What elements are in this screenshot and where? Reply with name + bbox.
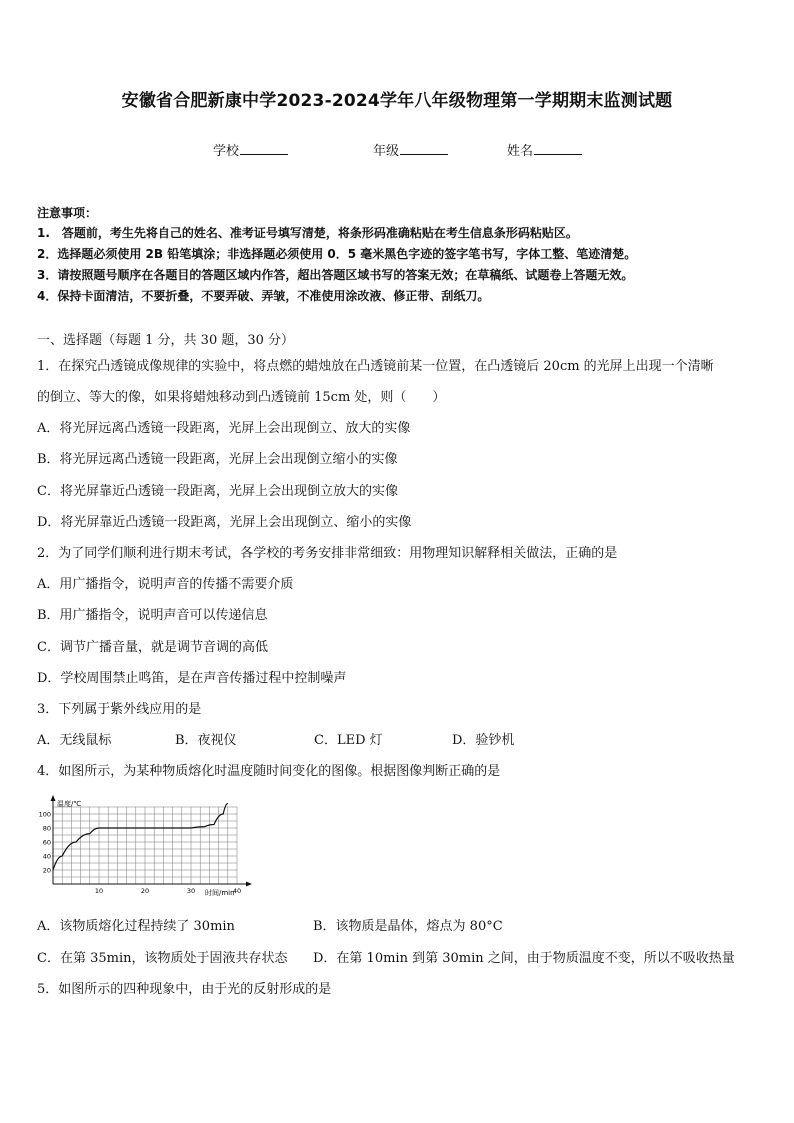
name-field[interactable]	[507, 140, 582, 159]
q1-option-c: C．将光屏靠近凸透镜一段距离，光屏上会出现倒立放大的实像	[37, 484, 398, 499]
q2-option-c: C．调节广播音量，就是调节音调的高低	[37, 640, 268, 655]
q2-option-b: B．用广播指令，说明声音可以传递信息	[37, 608, 268, 623]
notice-heading: 注意事项：	[37, 206, 98, 220]
q4-option-a: A．该物质熔化过程持续了 30min	[37, 919, 235, 934]
q1-option-b: B．将光屏远离凸透镜一段距离，光屏上会出现倒立缩小的实像	[37, 452, 398, 467]
y-tick-label: 20	[42, 866, 51, 875]
school-blank[interactable]	[240, 141, 288, 155]
q2-stem: 2．为了同学们顺利进行期末考试，各学校的考务安排非常细致：用物理知识解释相关做法，正确的是	[37, 546, 618, 561]
grade-label: 年级	[373, 144, 400, 159]
notice-item-4: 4．保持卡面清洁，不要折叠，不要弄破、弄皱，不准使用涂改液、修正带、刮纸刀。	[37, 289, 490, 303]
q1-stem-line1: 1．在探究凸透镜成像规律的实验中，将点燃的蜡烛放在凸透镜前某一位置，在凸透镜后 20cm 的光屏上出现一个清晰	[37, 359, 714, 374]
x-axis-arrow	[246, 882, 252, 887]
name-blank[interactable]	[534, 141, 582, 155]
y-tick-label: 80	[42, 824, 51, 833]
section-heading: 一、选择题（每题 1 分，共 30 题，30 分）	[37, 333, 295, 348]
melting-chart-svg	[37, 792, 252, 900]
y-tick-label: 100	[38, 810, 51, 819]
q3-option-d: D．验钞机	[452, 733, 515, 748]
x-tick-label: 40	[232, 887, 242, 895]
q3-option-a: A．无线鼠标	[37, 733, 112, 748]
grade-field[interactable]	[373, 140, 448, 159]
q4-stem: 4．如图所示，为某种物质熔化时温度随时间变化的图像。根据图像判断正确的是	[37, 764, 501, 779]
q3-stem: 3．下列属于紫外线应用的是	[37, 702, 202, 717]
notice-item-2: 2．选择题必须使用 2B 铅笔填涂；非选择题必须使用 0．5 毫米黑色字迹的签字笔书写，字体工整、笔迹清楚。	[37, 247, 637, 261]
chart-xlabel: 时间/min	[205, 889, 235, 897]
notice-item-3: 3．请按照题号顺序在各题目的答题区域内作答，超出答题区域书写的答案无效；在草稿纸、试题卷上答题无效。	[37, 268, 634, 282]
name-label: 姓名	[507, 144, 534, 159]
q5-stem: 5．如图所示的四种现象中，由于光的反射形成的是	[37, 982, 332, 997]
y-axis-arrow	[51, 795, 56, 801]
q1-option-a: A．将光屏远离凸透镜一段距离，光屏上会出现倒立、放大的实像	[37, 421, 411, 436]
x-tick-label: 10	[94, 887, 104, 895]
grade-blank[interactable]	[400, 141, 448, 155]
y-tick-label: 60	[42, 838, 51, 847]
q3-option-b: B．夜视仪	[175, 733, 237, 748]
q2-option-d: D．学校周围禁止鸣笛，是在声音传播过程中控制噪声	[37, 671, 347, 686]
q4-option-c: C．在第 35min，该物质处于固液共存状态	[37, 951, 288, 966]
temperature-curve	[53, 804, 228, 871]
page-title: 安徽省合肥新康中学2023-2024学年八年级物理第一学期期末监测试题	[121, 91, 673, 111]
q2-option-a: A．用广播指令，说明声音的传播不需要介质	[37, 577, 294, 592]
q3-option-c: C．LED 灯	[314, 733, 383, 748]
melting-chart	[37, 792, 252, 900]
notice-item-1: 1. 答题前，考生先将自己的姓名、准考证号填写清楚，将条形码准确粘贴在考生信息条形码粘贴区。	[37, 226, 578, 240]
school-field[interactable]	[213, 140, 288, 159]
q1-stem-line2: 的倒立、等大的像，如果将蜡烛移动到凸透镜前 15cm 处，则（ ）	[37, 390, 446, 405]
y-tick-label: 40	[42, 852, 51, 861]
school-label: 学校	[213, 144, 240, 159]
x-tick-label: 30	[186, 887, 196, 895]
x-tick-label: 20	[140, 887, 150, 895]
q1-option-d: D．将光屏靠近凸透镜一段距离，光屏上会出现倒立、缩小的实像	[37, 515, 412, 530]
chart-ylabel: 温度/℃	[57, 800, 82, 808]
q4-option-b: B．该物质是晶体，熔点为 80°C	[313, 919, 503, 934]
q4-option-d: D．在第 10min 到第 30min 之间，由于物质温度不变，所以不吸收热量	[313, 951, 735, 966]
